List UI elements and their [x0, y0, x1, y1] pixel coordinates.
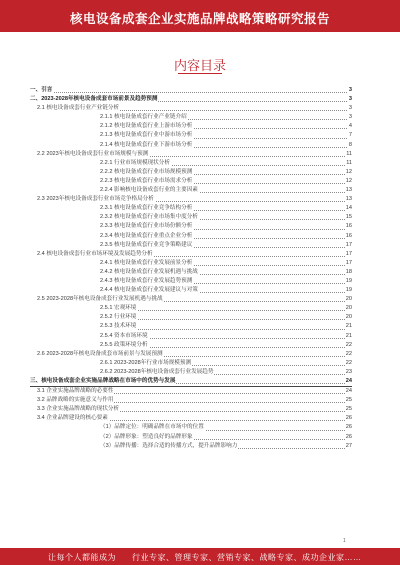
- page-number: 1: [343, 538, 346, 544]
- toc-entry-text: 2.4 核电设备成套行业市场环境及发展趋势分析: [37, 250, 154, 259]
- toc-entry[interactable]: [30, 122, 352, 131]
- toc-entry[interactable]: [30, 113, 352, 122]
- toc-entry[interactable]: [30, 295, 352, 304]
- toc-entry[interactable]: [30, 250, 352, 259]
- toc-entry-text: 2.2.3 核电设备成套行业市场需求分析: [100, 177, 193, 186]
- toc-entry[interactable]: [30, 277, 352, 286]
- footer-bar: [0, 548, 400, 565]
- toc-entry[interactable]: [30, 268, 352, 277]
- toc-entry-page: 18: [345, 268, 352, 277]
- toc-entry-page: 7: [348, 131, 352, 140]
- toc-entry[interactable]: [30, 204, 352, 213]
- toc-entry-page: 26: [345, 433, 352, 442]
- toc-entry[interactable]: [30, 150, 352, 159]
- toc-entry-page: 22: [345, 350, 352, 359]
- toc-entry-text: 2.5.4 资本市场环境: [100, 332, 149, 341]
- toc-entry-page: 11: [345, 159, 352, 168]
- toc-entry-text: 2.4.3 核电设备成套行业发展趋势预测: [100, 277, 193, 286]
- toc-entry[interactable]: [30, 168, 352, 177]
- toc-entry[interactable]: [30, 405, 352, 414]
- toc-entry[interactable]: [30, 86, 352, 95]
- toc-entry[interactable]: [30, 332, 352, 341]
- toc-entry[interactable]: [30, 104, 352, 113]
- toc-entry[interactable]: [30, 232, 352, 241]
- toc-entry-page: 21: [345, 322, 352, 331]
- toc-entry[interactable]: [30, 350, 352, 359]
- toc-entry-page: 4: [348, 122, 352, 131]
- toc-entry-text: 2.1.1 核电设备成套行业产业链介绍: [100, 113, 188, 122]
- toc-entry-text: 二、2023-2028年核电设备成套市场前景及趋势预测: [30, 95, 158, 104]
- toc-entry-text: 2.3.1 核电设备成套行业竞争结构分析: [100, 204, 193, 213]
- toc-entry-page: 3: [348, 86, 352, 95]
- toc-entry-text: 2.2 2023年核电设备成套行业市场规模与预测: [37, 150, 149, 159]
- toc-entry-page: 17: [345, 259, 352, 268]
- toc-entry[interactable]: [30, 359, 352, 368]
- toc-leader-dots: [30, 92, 347, 93]
- toc-entry-text: 一、引言: [30, 86, 53, 95]
- toc-entry-text: 2.4.4 核电设备成套行业发展建议与对策: [100, 286, 199, 295]
- toc-entry-page: 20: [345, 295, 352, 304]
- toc-entry-text: 2.4.1 核电设备成套行业发展前景分析: [100, 259, 193, 268]
- toc-entry-page: 24: [345, 377, 352, 386]
- toc-entry-page: 15: [345, 213, 352, 222]
- toc-entry[interactable]: [30, 433, 352, 442]
- footer-slogan-left: 让每个人都能成为: [48, 553, 116, 562]
- toc-entry[interactable]: [30, 304, 352, 313]
- toc-entry-page: 13: [345, 195, 352, 204]
- toc-entry[interactable]: [30, 368, 352, 377]
- toc-entry-text: 2.1.3 核电设备成套行业中游市场分析: [100, 131, 193, 140]
- toc-entry-page: 20: [345, 313, 352, 322]
- toc-entry[interactable]: [30, 213, 352, 222]
- toc-entry[interactable]: [30, 377, 352, 387]
- toc-entry[interactable]: [30, 95, 352, 104]
- toc-entry[interactable]: [30, 387, 352, 396]
- toc-entry-page: 11: [345, 150, 352, 159]
- toc-entry[interactable]: [30, 131, 352, 140]
- toc-entry-text: 2.3 2023年核电设备成套行业市场竞争格局分析: [37, 195, 155, 204]
- toc-entry-page: 3: [348, 95, 352, 104]
- toc-entry-text: 2.6 2023-2028年核电设备成套市场前景与发展预测: [37, 350, 164, 359]
- toc-entry[interactable]: [30, 177, 352, 186]
- toc-entry-page: 19: [345, 277, 352, 286]
- toc-entry[interactable]: [30, 423, 352, 432]
- toc-entry-text: 2.5.1 宏观环境: [100, 304, 137, 313]
- toc-entry-page: 12: [345, 177, 352, 186]
- toc-entry-page: 3: [348, 104, 352, 113]
- toc-entry-text: 三、核电设备成套企业实施品牌战略在市场中的优势与发展: [30, 377, 176, 386]
- toc-entry[interactable]: [30, 442, 352, 451]
- toc-entry-text: 3.1 企业实施品牌战略的必要性: [37, 387, 114, 396]
- toc-entry-page: 13: [345, 186, 352, 195]
- report-title: 核电设备成套企业实施品牌战略策略研究报告: [69, 12, 330, 26]
- toc-entry-text: 2.6.1 2023-2028年行业市场规模预测: [100, 359, 192, 368]
- toc-entry[interactable]: [30, 159, 352, 168]
- toc-entry-page: 17: [345, 241, 352, 250]
- toc-entry-page: 25: [345, 405, 352, 414]
- table-of-contents: [30, 86, 352, 451]
- toc-entry[interactable]: [30, 195, 352, 204]
- toc-entry-page: 16: [345, 222, 352, 231]
- toc-entry[interactable]: [30, 322, 352, 331]
- toc-entry[interactable]: [30, 396, 352, 405]
- toc-entry[interactable]: [30, 286, 352, 295]
- toc-entry-text: 2.4.2 核电设备成套行业发展机遇与挑战: [100, 268, 199, 277]
- toc-entry[interactable]: [30, 414, 352, 423]
- toc-entry-text: 2.2.1 行业市场规模现状分析: [100, 159, 171, 168]
- toc-entry[interactable]: [30, 241, 352, 250]
- toc-entry-text: 2.1.2 核电设备成套行业上游市场分析: [100, 122, 193, 131]
- toc-entry-page: 8: [348, 141, 352, 150]
- toc-entry-page: 26: [345, 423, 352, 432]
- toc-entry-page: 22: [345, 341, 352, 350]
- toc-entry-text: 2.3.4 核电设备成套行业重点企业分析: [100, 232, 193, 241]
- toc-entry-page: 16: [345, 232, 352, 241]
- toc-entry-page: 12: [345, 168, 352, 177]
- toc-entry[interactable]: [30, 259, 352, 268]
- toc-entry-text: 3.3 企业实施品牌战略的现状分析: [37, 405, 120, 414]
- toc-entry[interactable]: [30, 313, 352, 322]
- toc-entry-text: 2.3.5 核电设备成套行业竞争策略建议: [100, 241, 193, 250]
- toc-entry-page: 26: [345, 414, 352, 423]
- toc-entry-text: 2.3.2 核电设备成套行业市场集中度分析: [100, 213, 199, 222]
- toc-entry-text: （3）品牌传播：选择合适的传播方式，提升品牌影响力: [100, 442, 238, 451]
- toc-entry-text: 2.2.2 核电设备成套行业市场规模预测: [100, 168, 193, 177]
- toc-entry-text: 2.1 核电设备成套行业产业链分析: [37, 104, 120, 113]
- toc-entry-page: 20: [345, 304, 352, 313]
- toc-entry-text: 2.5.2 行业环境: [100, 313, 137, 322]
- toc-entry[interactable]: [30, 341, 352, 350]
- toc-entry[interactable]: [30, 222, 352, 231]
- toc-entry-text: 2.5.5 政策环境分析: [100, 341, 149, 350]
- toc-entry-page: 23: [345, 368, 352, 377]
- toc-entry-text: （2）品牌形象：塑造良好的品牌形象: [100, 433, 194, 442]
- toc-entry-text: 2.6.2 2023-2028年核电设备成套行业发展趋势: [100, 368, 214, 377]
- toc-entry-text: 3.4 企业品牌建设的核心要素: [37, 414, 109, 423]
- toc-entry-page: 21: [345, 332, 352, 341]
- toc-entry-page: 3: [348, 113, 352, 122]
- toc-title-underline: [178, 73, 222, 74]
- toc-entry-page: 14: [345, 204, 352, 213]
- toc-entry[interactable]: [30, 141, 352, 150]
- toc-entry-text: （1）品牌定位：明确品牌在市场中的位置: [100, 423, 205, 432]
- toc-entry-page: 17: [345, 250, 352, 259]
- toc-entry-text: 2.5 2023-2028年核电设备成套行业发展机遇与挑战: [37, 295, 164, 304]
- toc-entry-text: 3.2 品牌战略的实施意义与作用: [37, 396, 114, 405]
- toc-entry-page: 25: [345, 396, 352, 405]
- toc-entry[interactable]: [30, 186, 352, 195]
- toc-entry-page: 27: [345, 442, 352, 451]
- toc-entry-text: 2.1.4 核电设备成套行业下游市场分析: [100, 141, 193, 150]
- toc-entry-text: 2.3.3 核电设备成套行业市场份额分析: [100, 222, 193, 231]
- toc-entry-text: 2.5.3 技术环境: [100, 322, 137, 331]
- toc-entry-text: 2.2.4 影响核电设备成套行业的主要因素: [100, 186, 199, 195]
- header-bar: [0, 0, 400, 32]
- toc-entry-page: 19: [345, 286, 352, 295]
- footer-slogan-right: 行业专家、管理专家、营销专家、战略专家、成功企业家……: [132, 553, 362, 562]
- toc-entry-page: 24: [345, 387, 352, 396]
- toc-entry-page: 22: [345, 359, 352, 368]
- toc-title: 内容目录: [173, 58, 226, 73]
